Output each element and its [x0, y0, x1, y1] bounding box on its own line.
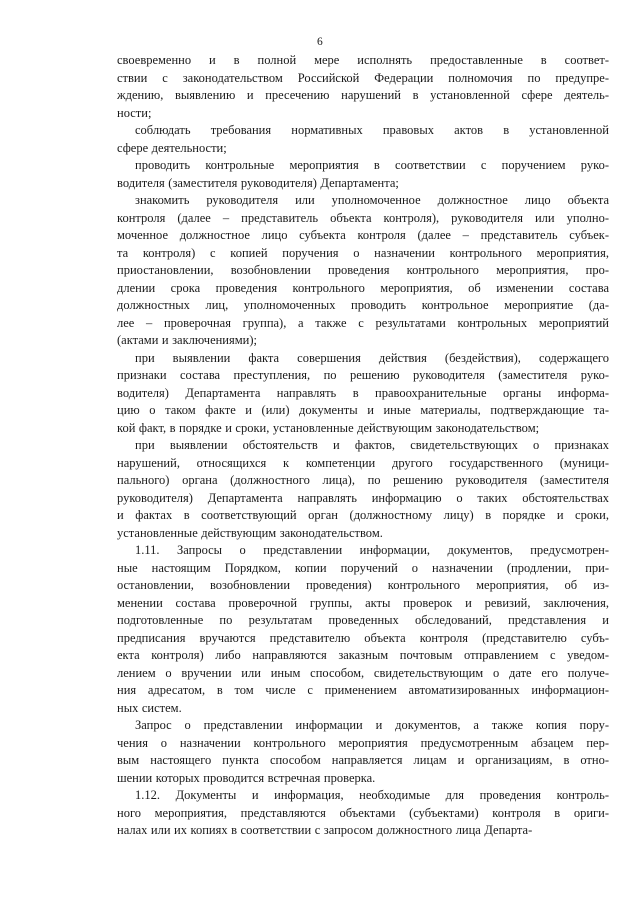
page-number: 6	[317, 36, 323, 48]
text-line: (актами и заключениями);	[117, 333, 257, 347]
text-line: ния адресатом, в том числе с применением автоматизированных информацион-	[117, 683, 609, 697]
paragraph-p6	[117, 437, 609, 542]
text-line: вым настоящего пункта способом направляется лицам и организациям, в отно-	[117, 753, 609, 767]
text-line: лением о вручении или иным способом, свидетельствующим о дате его получе-	[117, 665, 609, 680]
text-line: нарушений, относящихся к компетенции другого государственного (муници-	[117, 455, 609, 470]
text-line: ствии с законодательством Российской Федерации полномочия по предупре-	[117, 70, 609, 85]
text-line: водителя (заместителя руководителя) Департамента;	[117, 175, 399, 190]
text-line: 1.11. Запросы о представлении информации, документов, предусмотрен-	[135, 543, 609, 557]
text-line: налах или их копиях в соответствии с запросом должностного лица Департа-	[117, 823, 533, 837]
text-line: своевременно и в полной мере исполнять предоставленные в соответ-	[117, 53, 609, 67]
text-line: ждению, выявлению и пресечению нарушений в установленной сфере деятель-	[117, 88, 609, 102]
text-line: предписания вручаются представителю объекта контроля (представителю субъ-	[117, 630, 609, 645]
text-line: ных систем.	[117, 700, 182, 715]
paragraph-p3	[117, 157, 609, 192]
document-body	[117, 52, 609, 840]
paragraph-p1	[117, 52, 609, 122]
text-line: пального) органа (должностного лица), по решению руководителя (заместителя	[117, 473, 609, 487]
text-line: знакомить руководителя или уполномоченное должностное лицо объекта	[135, 193, 609, 207]
paragraph-p2	[117, 122, 609, 157]
text-line: длении срока проведения контрольного мероприятия, об изменении состава	[117, 280, 609, 295]
paragraph-p8	[117, 717, 609, 787]
text-line: при выявлении факта совершения действия (бездействия), содержащего	[135, 350, 609, 365]
text-line: приостановлении, возобновлении проведения контрольного мероприятия, про-	[117, 263, 609, 277]
text-line: 1.12. Документы и информация, необходимые для проведения контроль-	[135, 788, 609, 802]
paragraph-p7	[117, 542, 609, 717]
text-line: моченное должностное лицо субъекта контроля (далее – представитель субъек-	[117, 228, 609, 242]
text-line: менении состава проверочной группы, акты проверок и ревизий, заключения,	[117, 595, 609, 610]
text-line: екта контроля) либо направляются заказным почтовым отправлением с уведом-	[117, 648, 609, 662]
text-line: руководителя) Департамента направлять информацию о таких обстоятельствах	[117, 490, 609, 505]
text-line: чения о назначении контрольного мероприятия предусмотренным абзацем пер-	[117, 735, 609, 750]
text-line: и фактах в соответствующий орган (должностному лицу) в порядке и сроки,	[117, 508, 609, 522]
text-line: проводить контрольные мероприятия в соответствии с поручением руко-	[135, 158, 609, 172]
text-line: кой факт, в порядке и сроки, установленные действующим законодательством;	[117, 420, 540, 435]
text-line: признаки состава преступления, по решению руководителя (заместителя руко-	[117, 368, 609, 382]
text-line: водителя) Департамента направлять в правоохранительные органы информа-	[117, 385, 609, 400]
text-line: остановлении, возобновлении проведения) контрольного мероприятия, об из-	[117, 578, 609, 592]
text-line: шении которых проводится встречная проверка.	[117, 770, 376, 785]
paragraph-p4	[117, 192, 609, 350]
text-line: ности;	[117, 105, 152, 120]
text-line: Запрос о представлении информации и документов, а также копия пору-	[135, 718, 609, 732]
text-line: ные настоящим Порядком, копии поручений о назначении (продлении, при-	[117, 560, 609, 575]
text-line: контроля (далее – представитель объекта контроля), руководителя или уполно-	[117, 210, 609, 225]
text-line: должностных лиц, уполномоченных проводить контрольное мероприятие (да-	[117, 298, 609, 312]
text-line: цию о таком факте и (или) документы и иные материалы, подтверждающие та-	[117, 403, 609, 417]
text-line: подготовленные по результатам проведенных обследований, представления и	[117, 613, 609, 627]
paragraph-p9	[117, 787, 609, 840]
text-line: при выявлении обстоятельств и фактов, свидетельствующих о признаках	[135, 438, 609, 452]
paragraph-p5	[117, 350, 609, 438]
text-line: лее – проверочная группа), а также с результатами контрольных мероприятий	[117, 315, 609, 330]
text-line: ного мероприятия, представляются объектами (субъектами) контроля в ориги-	[117, 805, 609, 820]
text-line: сфере деятельности;	[117, 140, 227, 155]
text-line: та контроля) с копией поручения о назначении контрольного мероприятия,	[117, 245, 609, 260]
text-line: установленные действующим законодательством.	[117, 525, 383, 540]
text-line: соблюдать требования нормативных правовых актов в установленной	[135, 123, 609, 137]
